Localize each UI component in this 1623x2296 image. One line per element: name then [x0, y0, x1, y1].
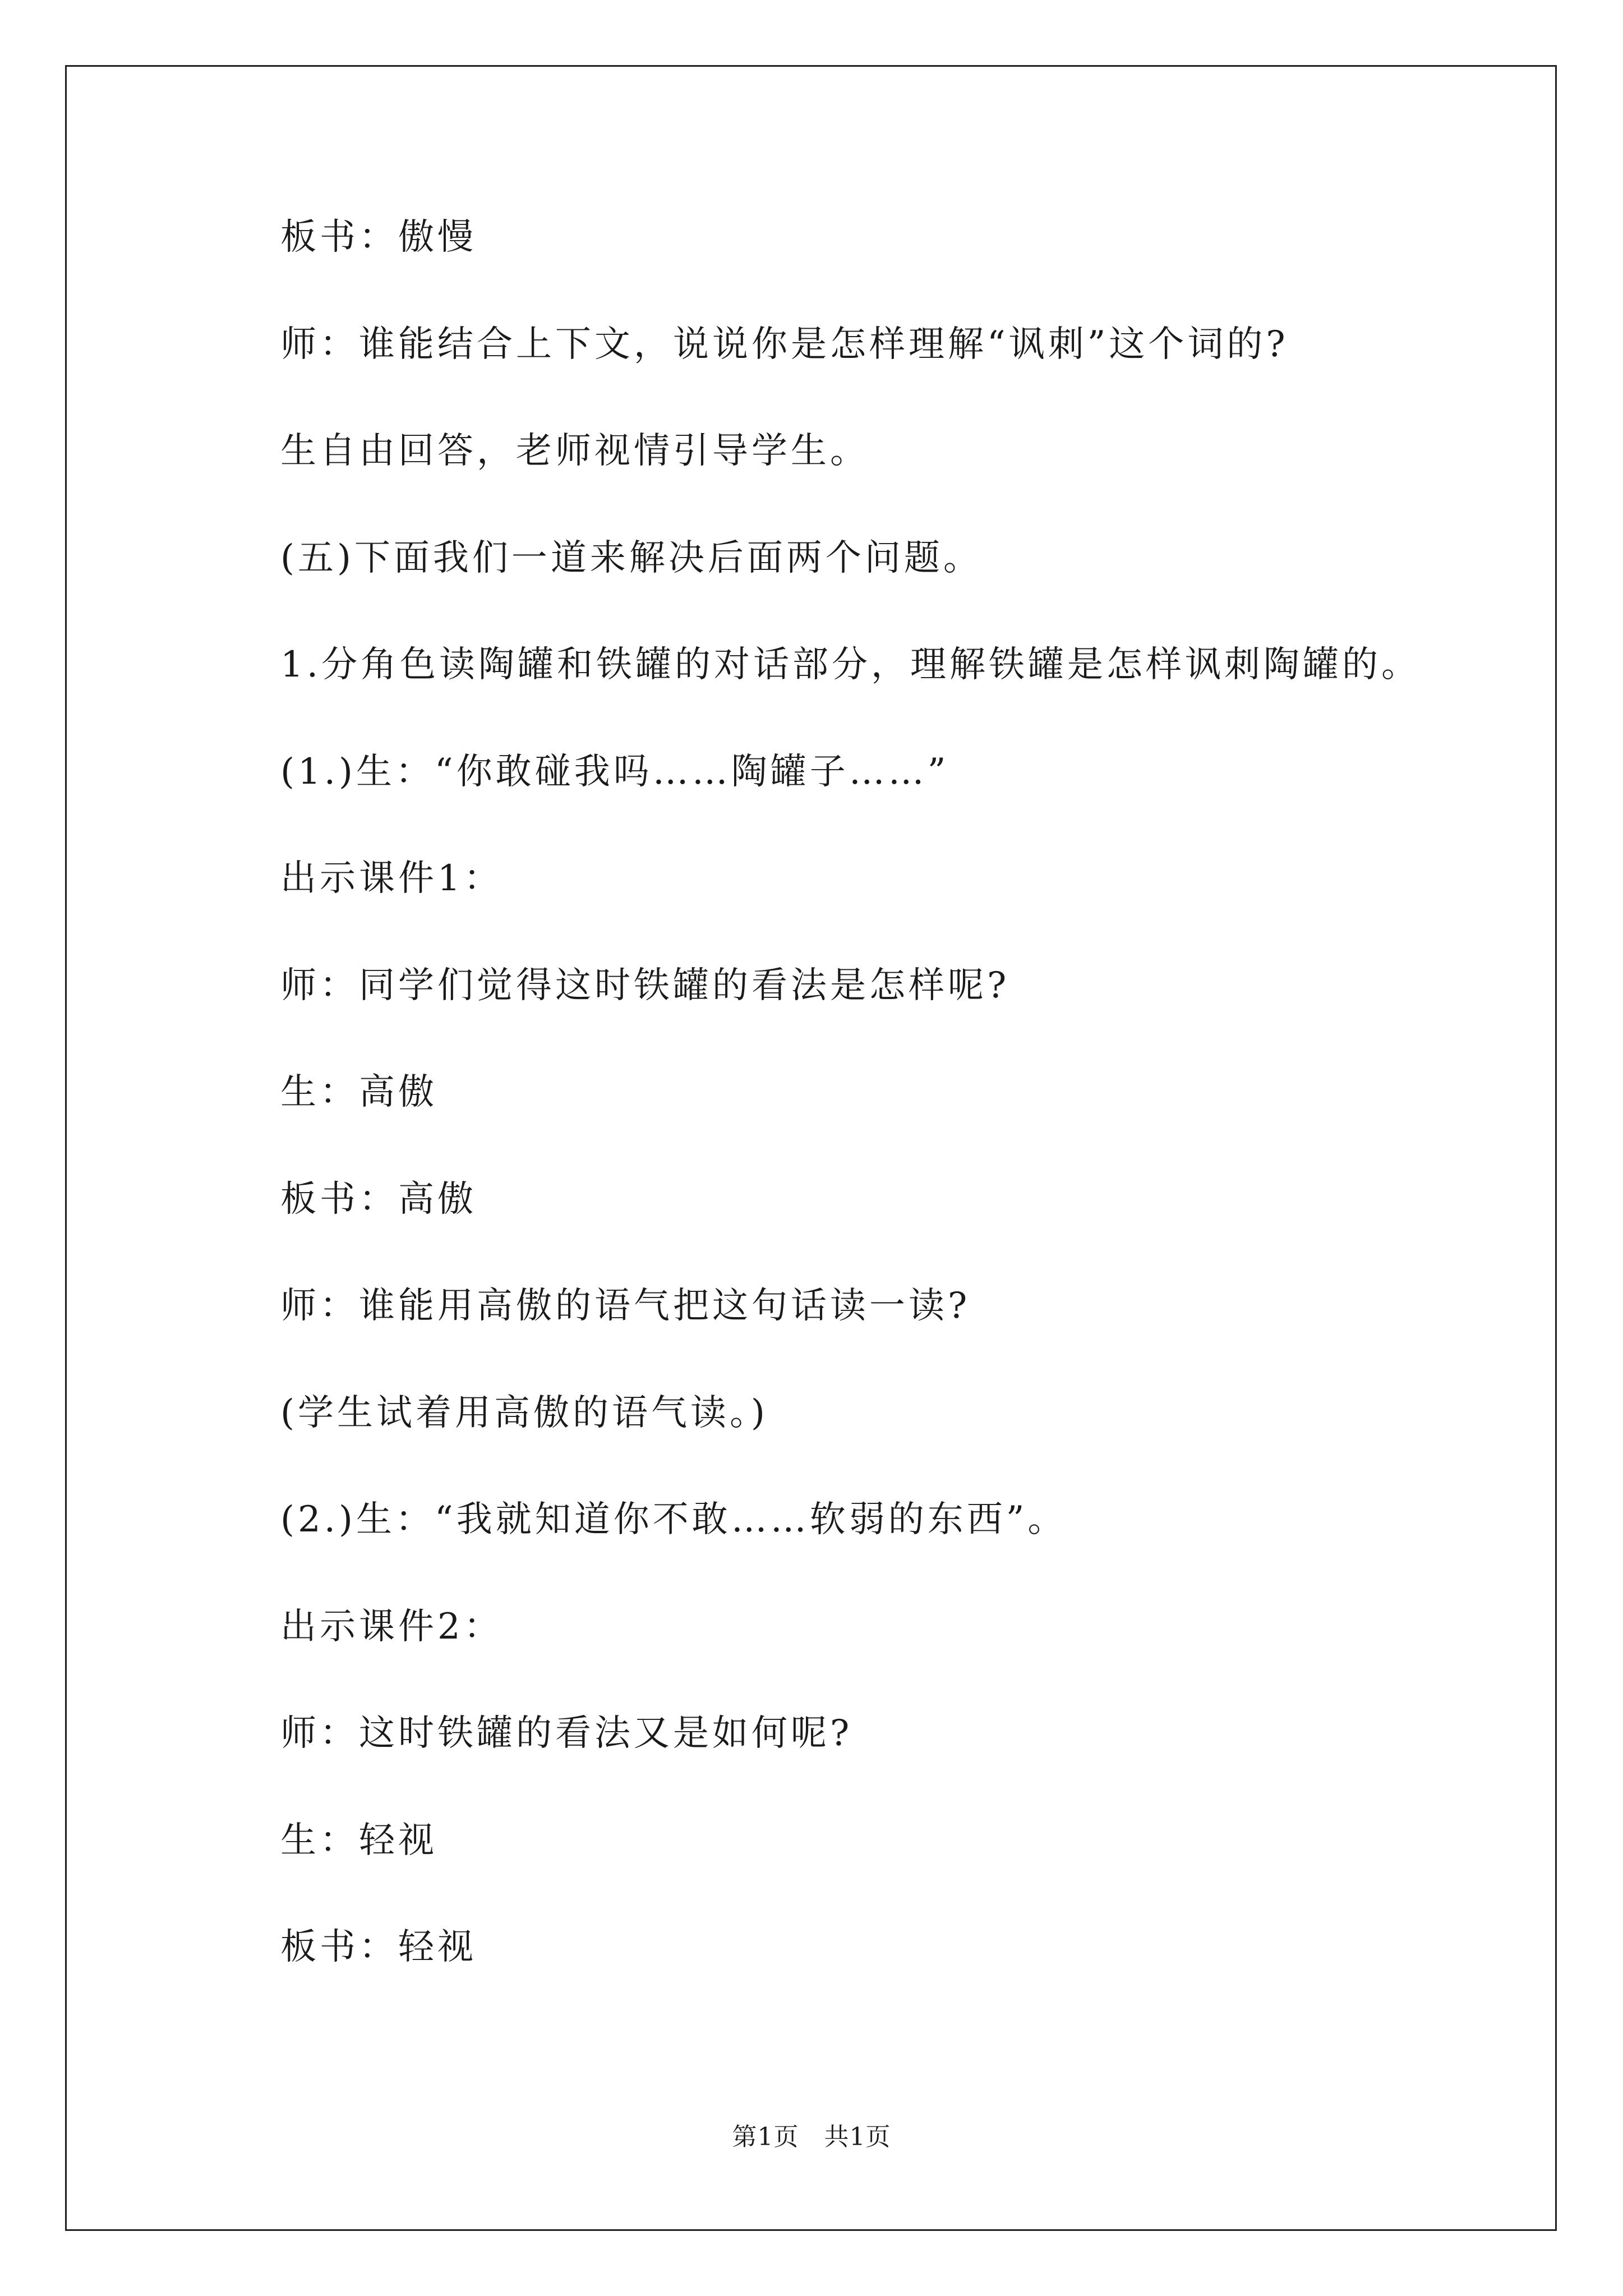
text-line: 板书：傲慢	[280, 217, 477, 258]
text-line: 板书：高傲	[280, 1178, 477, 1220]
text-line: (五)下面我们一道来解决后面两个问题。	[280, 537, 983, 579]
text-line: 师：谁能结合上下文，说说你是怎样理解“讽刺”这个词的?	[280, 323, 1289, 365]
text-line: 板书：轻视	[280, 1926, 477, 1968]
text-line: 生：高傲	[280, 1071, 437, 1113]
text-line: 生自由回答，老师视情引导学生。	[280, 430, 869, 472]
text-line: (1.)生：“你敢碰我吗……陶罐子……”	[280, 751, 949, 793]
text-line: (2.)生：“我就知道你不敢……软弱的东西”。	[280, 1499, 1067, 1540]
text-line: 出示课件2：	[280, 1605, 503, 1648]
text-line: 1.分角色读陶罐和铁罐的对话部分，理解铁罐是怎样讽刺陶罐的。	[280, 644, 1421, 685]
page-number-footer: 第1页 共1页	[732, 2123, 891, 2151]
document-body	[280, 218, 1503, 2035]
text-line: (学生试着用高傲的语气读。)	[280, 1392, 768, 1434]
text-line: 生：轻视	[280, 1819, 437, 1861]
text-line: 师：谁能用高傲的语气把这句话读一读?	[280, 1285, 971, 1327]
text-line: 师：同学们觉得这时铁罐的看法是怎样呢?	[280, 964, 1010, 1006]
text-line: 出示课件1：	[280, 858, 503, 899]
text-line: 师：这时铁罐的看法又是如何呢?	[280, 1713, 853, 1754]
